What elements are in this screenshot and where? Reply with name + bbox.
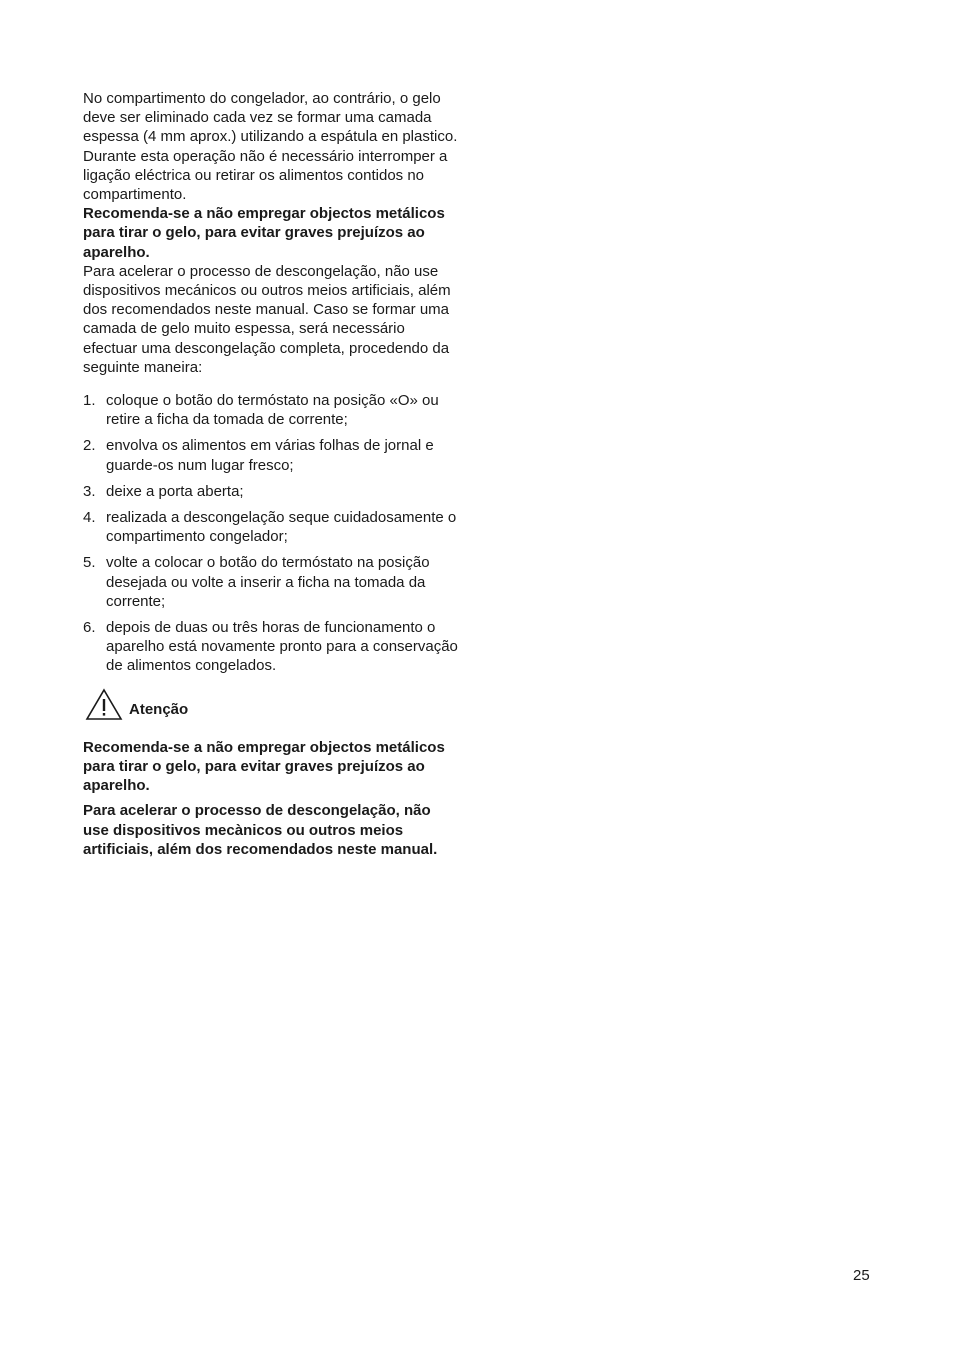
warning-triangle-icon <box>85 688 123 722</box>
warning-paragraph-2: Para acelerar o processo de descongelação, não use dispositivos mecànicos ou outros meios artificiais, além dos recomendados neste manual. <box>83 802 438 858</box>
list-item <box>83 482 459 501</box>
list-item-text: depois de duas ou três horas de funcionamento o aparelho está novamente pronto para a conservação de alimentos congelados. <box>106 619 458 675</box>
list-item-number: 2. <box>83 437 96 455</box>
warning-header <box>83 688 459 722</box>
list-item-text: envolva os alimentos em várias folhas de jornal e guarde-os num lugar fresco; <box>106 437 434 474</box>
list-item <box>83 508 459 546</box>
list-item-number: 3. <box>83 482 96 500</box>
list-item-text: realizada a descongelação seque cuidadosamente o compartimento congelador; <box>106 509 457 546</box>
list-item-text: volte a colocar o botão do termóstato na posição desejada ou volte a inserir a ficha na tomada da corrente; <box>106 554 430 610</box>
text-column <box>83 89 459 859</box>
acceleration-paragraph: Para acelerar o processo de descongelação, não use dispositivos mecánicos ou outros meios artificiais, além dos recomendados neste manual. Caso se formar uma camada de gelo muito espessa, será necessário efectuar uma descongelação completa, procedendo da seguinte maneira: <box>83 262 451 376</box>
list-item <box>83 618 459 676</box>
defrost-steps-list <box>83 391 459 676</box>
list-item-text: deixe a porta aberta; <box>106 482 244 500</box>
list-item-number: 4. <box>83 509 96 527</box>
intro-paragraph: No compartimento do congelador, ao contrário, o gelo deve ser eliminado cada vez se formar uma camada espessa (4 mm aprox.) utilizando a espátula en plastico. Durante esta operação não é necessário interromper a ligação eléctrica ou retirar os alimentos contidos no compartimento. <box>83 90 458 204</box>
warning-title: Atenção <box>129 700 189 718</box>
list-item <box>83 553 459 611</box>
list-item <box>83 436 459 474</box>
list-item-number: 1. <box>83 392 96 410</box>
list-item-text: coloque o botão do termóstato na posição «O» ou retire a ficha da tomada de corrente; <box>106 392 439 429</box>
page-number: 25 <box>853 1267 870 1284</box>
bold-recommendation: Recomenda-se a não empregar objectos metálicos para tirar o gelo, para evitar graves prejuízos ao aparelho. <box>83 205 445 261</box>
list-item-number: 6. <box>83 619 96 637</box>
list-item-number: 5. <box>83 554 96 572</box>
list-item <box>83 391 459 429</box>
warning-paragraph-1: Recomenda-se a não empregar objectos metálicos para tirar o gelo, para evitar graves prejuízos ao aparelho. <box>83 738 445 795</box>
